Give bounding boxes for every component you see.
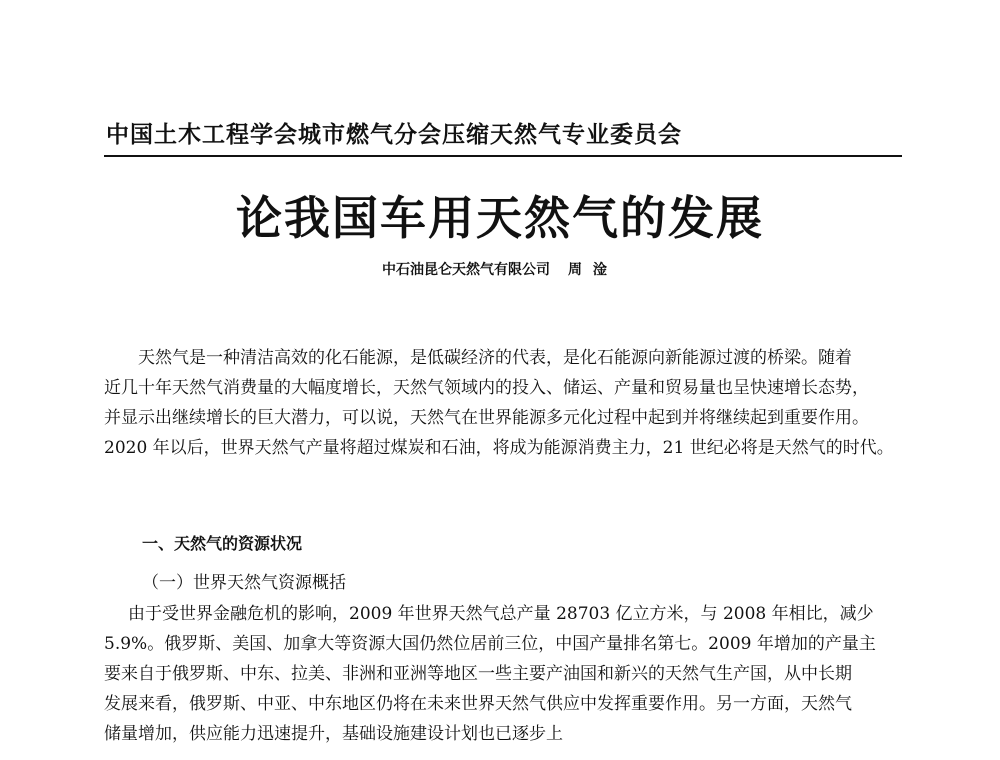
- intro-paragraph: [104, 343, 900, 463]
- author-name: 周 淦: [568, 262, 610, 278]
- paragraph-line: 要来自于俄罗斯、中东、拉美、非洲和亚洲等地区一些主要产油国和新兴的天然气生产国，从中长期: [104, 664, 852, 684]
- paragraph-line: 天然气是一种清洁高效的化石能源，是低碳经济的代表，是化石能源向新能源过渡的桥梁。随着: [138, 348, 852, 368]
- section-heading: 一、天然气的资源状况: [142, 534, 303, 553]
- paragraph-line: 并显示出继续增长的巨大潜力，可以说，天然气在世界能源多元化过程中起到并将继续起到重要作用。: [104, 408, 869, 428]
- author-affiliation: 中石油昆仑天然气有限公司: [382, 262, 550, 278]
- paragraph-line: 储量增加，供应能力迅速提升，基础设施建设计划也已逐步上: [104, 724, 563, 744]
- subsection-heading: （一）世界天然气资源概括: [142, 573, 346, 593]
- paragraph-line: 5.9%。俄罗斯、美国、加拿大等资源大国仍然位居前三位，中国产量排名第七。2009 年增加的产量主: [104, 634, 876, 654]
- header-rule: [104, 155, 902, 157]
- paragraph-line: 2020 年以后，世界天然气产量将超过煤炭和石油，将成为能源消费主力，21 世纪必将是天然气的时代。: [104, 438, 894, 458]
- byline: [382, 259, 682, 279]
- article-title: 论我国车用天然气的发展: [236, 191, 764, 245]
- paragraph-line: 发展来看，俄罗斯、中亚、中东地区仍将在未来世界天然气供应中发挥重要作用。另一方面，天然气: [104, 694, 852, 714]
- organization-header: 中国土木工程学会城市燃气分会压缩天然气专业委员会: [106, 122, 682, 148]
- section-paragraph: [104, 599, 900, 749]
- paragraph-line: 近几十年天然气消费量的大幅度增长，天然气领域内的投入、储运、产量和贸易量也呈快速增长态势，: [104, 378, 869, 398]
- paragraph-line: 由于受世界金融危机的影响，2009 年世界天然气总产量 28703 亿立方米，与 2008 年相比，减少: [128, 604, 874, 624]
